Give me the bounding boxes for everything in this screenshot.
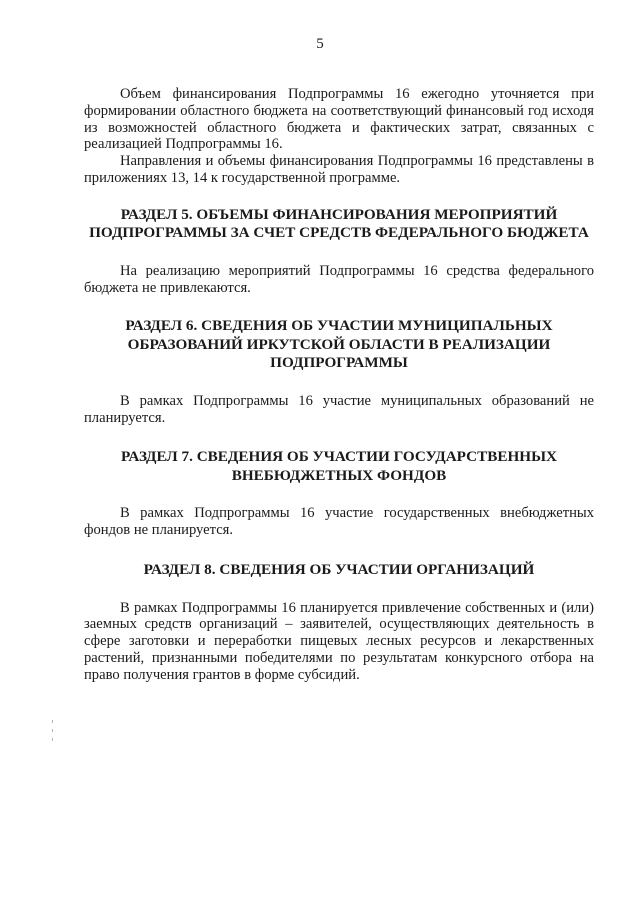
section-6-heading-line: ОБРАЗОВАНИЙ ИРКУТСКОЙ ОБЛАСТИ В РЕАЛИЗАЦИИ bbox=[127, 335, 551, 353]
paragraph-funding-directions: Направления и объемы финансирования Подпрограммы 16 представлены в приложениях 13, 14 к государственной программе. bbox=[84, 153, 594, 186]
section-7-heading-line: ВНЕБЮДЖЕТНЫХ ФОНДОВ bbox=[231, 466, 447, 484]
section-7-heading-line: РАЗДЕЛ 7. СВЕДЕНИЯ ОБ УЧАСТИИ ГОСУДАРСТВЕННЫХ bbox=[121, 448, 557, 466]
scan-mark bbox=[52, 738, 53, 741]
document-body bbox=[84, 86, 594, 684]
paragraph-extrabudgetary-funds: В рамках Подпрограммы 16 участие государственных внебюджетных фондов не планируется. bbox=[84, 505, 594, 539]
paragraph-funding-volume: Объем финансирования Подпрограммы 16 ежегодно уточняется при формировании областного бюджета на соответствующий финансовый год исходя из возможностей областного бюджета и фактических затрат, связанных с реализацией Подпрограммы 16. bbox=[84, 86, 594, 153]
section-5-heading-line: ПОДПРОГРАММЫ ЗА СЧЕТ СРЕДСТВ ФЕДЕРАЛЬНОГО БЮДЖЕТА bbox=[89, 224, 589, 242]
section-8-heading-line: РАЗДЕЛ 8. СВЕДЕНИЯ ОБ УЧАСТИИ ОРГАНИЗАЦИЙ bbox=[143, 561, 535, 579]
section-6-heading-line: ПОДПРОГРАММЫ bbox=[270, 354, 408, 372]
section-6-heading-line: РАЗДЕЛ 6. СВЕДЕНИЯ ОБ УЧАСТИИ МУНИЦИПАЛЬНЫХ bbox=[125, 317, 553, 335]
section-8-heading bbox=[84, 561, 594, 580]
section-5-heading-line: РАЗДЕЛ 5. ОБЪЕМЫ ФИНАНСИРОВАНИЯ МЕРОПРИЯТИЙ bbox=[120, 205, 558, 223]
scan-mark bbox=[52, 720, 53, 723]
section-7-heading bbox=[84, 448, 594, 485]
paragraph-municipal-participation: В рамках Подпрограммы 16 участие муниципальных образований не планируется. bbox=[84, 392, 594, 426]
page-number: 5 bbox=[316, 36, 324, 52]
paragraph-organizations-participation: В рамках Подпрограммы 16 планируется привлечение собственных и (или) заемных средств организаций – заявителей, осуществляющих деятельность в сфере заготовки и переработки пищевых лесных ресурсов и лекарственных растений, признанными победителями по результатам конкурсного отбора на право получения грантов в форме субсидий. bbox=[84, 599, 594, 683]
scan-margin-marks bbox=[52, 720, 55, 742]
section-6-heading bbox=[84, 317, 594, 373]
paragraph-federal-budget: На реализацию мероприятий Подпрограммы 16 средства федерального бюджета не привлекаются. bbox=[84, 262, 594, 296]
section-5-heading bbox=[84, 206, 594, 243]
scan-mark bbox=[52, 729, 53, 732]
